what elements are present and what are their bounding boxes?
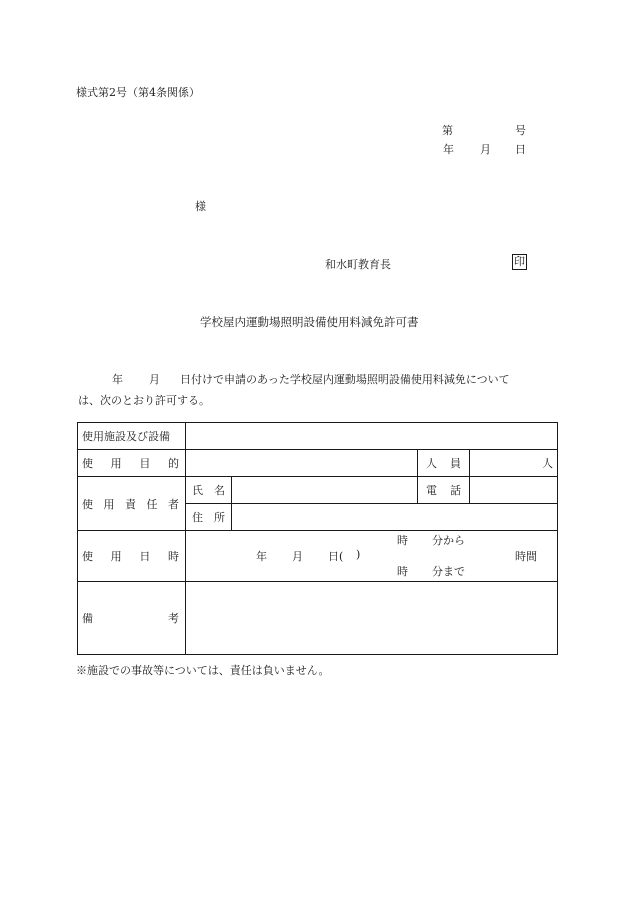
body-line-1 <box>78 369 556 390</box>
number-prefix: 第 <box>442 124 453 137</box>
document-title: 学校屋内運動場照明設備使用料減免許可書 <box>200 315 419 329</box>
facility-label: 使用施設及び設備 <box>78 423 186 450</box>
phone-value[interactable] <box>470 477 558 504</box>
addressee-honorific: 様 <box>195 200 206 213</box>
row-datetime <box>78 531 558 582</box>
from-minute: 分から <box>432 534 465 547</box>
seal-text: 印 <box>514 255 525 268</box>
dt-year: 年 <box>256 550 267 563</box>
dt-paren-close: ) <box>356 548 361 561</box>
responsible-label: 使 用 責 任 者 <box>78 477 186 531</box>
datetime-value[interactable] <box>186 531 558 582</box>
form-number: 様式第2号（第4条関係） <box>76 86 200 99</box>
phone-label: 電 話 <box>418 477 470 504</box>
body-line-2: は、次のとおり許可する。 <box>78 394 210 407</box>
name-value[interactable] <box>232 477 418 504</box>
remarks-label: 備 考 <box>78 582 186 655</box>
dt-month: 月 <box>292 550 303 563</box>
people-unit: 人 <box>542 457 553 470</box>
facility-value[interactable] <box>186 423 558 450</box>
body-month: 月 <box>149 373 160 386</box>
datetime-label: 使 用 日 時 <box>78 531 186 582</box>
row-facility <box>78 423 558 450</box>
footnote: ※施設での事故等については、責任は負いません。 <box>76 664 330 677</box>
row-purpose <box>78 450 558 477</box>
people-value[interactable] <box>470 450 558 477</box>
number-suffix: 号 <box>515 124 526 137</box>
to-minute: 分まで <box>432 565 465 578</box>
purpose-label: 使 用 目 的 <box>78 450 186 477</box>
dt-day: 日( <box>328 550 344 563</box>
address-value[interactable] <box>232 504 558 531</box>
address-label: 住 所 <box>186 504 232 531</box>
body-line1-rest: 日付けで申請のあった学校屋内運動場照明設備使用料減免について <box>180 373 510 386</box>
body-paragraph <box>78 369 556 411</box>
date-month: 月 <box>480 143 491 156</box>
remarks-value[interactable] <box>186 582 558 655</box>
people-label: 人 員 <box>418 450 470 477</box>
body-year: 年 <box>112 373 123 386</box>
to-hour: 時 <box>397 565 408 578</box>
date-day: 日 <box>515 143 526 156</box>
seal-mark <box>512 254 527 270</box>
name-label: 氏 名 <box>186 477 232 504</box>
hours-unit: 時間 <box>515 550 537 563</box>
from-hour: 時 <box>397 534 408 547</box>
row-responsible-name <box>78 477 558 504</box>
permit-table <box>77 422 558 655</box>
row-remarks <box>78 582 558 655</box>
date-year: 年 <box>443 143 454 156</box>
purpose-value[interactable] <box>186 450 418 477</box>
issuer-name: 和水町教育長 <box>325 258 391 271</box>
